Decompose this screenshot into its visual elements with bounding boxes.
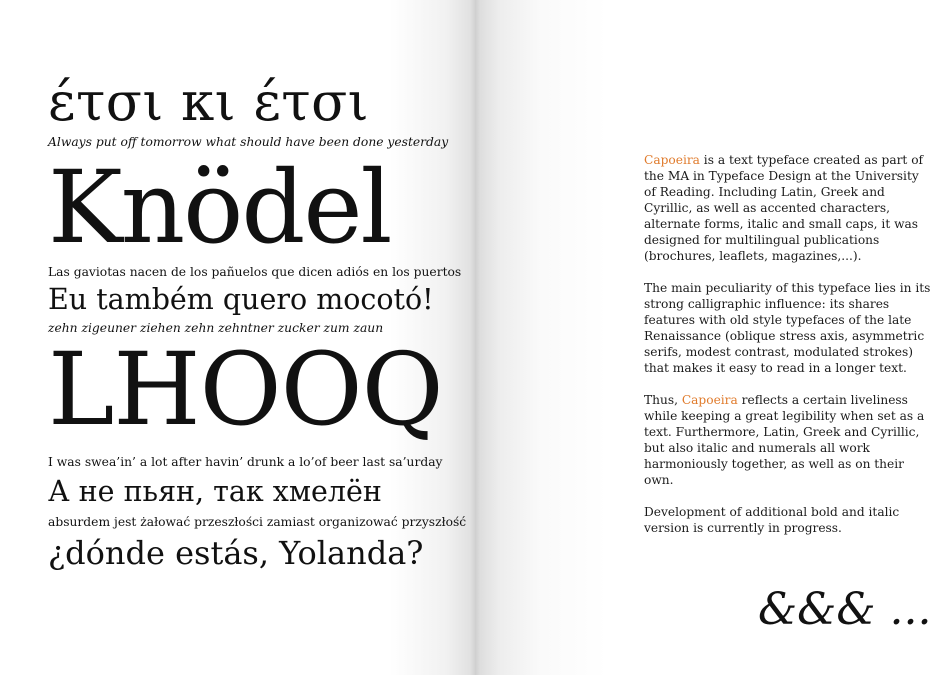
specimen-russian: А не пьян, так хмелён: [48, 475, 382, 508]
specimen-sentence-german: zehn zigeuner ziehen zehn zehntner zucker zum zaun: [48, 321, 384, 335]
specimen-lhooq: LHOOQ: [48, 331, 443, 448]
paragraph-peculiarity: The main peculiarity of this typeface lies in its strong calligraphic influence: its shares features with old style typefaces of the late Renaissance (oblique stress axis, asymmetric serifs, modest contrast, modulated strokes) that makes it easy to read in a longer text.: [644, 281, 931, 375]
specimen-spanish-question: ¿dónde estás, Yolanda?: [48, 534, 424, 572]
paragraph-intro: [644, 152, 934, 264]
specimen-knodel: Knödel: [48, 149, 391, 266]
specimen-sentence-cockney: I was swea’in’ a lot after havin’ drunk a lo’of beer last sa’urday: [48, 455, 443, 469]
paragraph-liveliness: [644, 392, 934, 488]
specimen-sentence-polish: absurdem jest żałować przeszłości zamiast organizować przyszłość: [48, 515, 467, 529]
specimen-sentence-spanish: Las gaviotas nacen de los pañuelos que dicen adiós en los puertos: [48, 265, 462, 279]
paragraph-development: Development of additional bold and italic version is currently in progress.: [644, 505, 900, 535]
description-text: [644, 152, 934, 552]
paragraph-intro-text: is a text typeface created as part of the MA in Typeface Design at the University of Reading. Including Latin, Greek and Cyrillic, as well as accented characters, alternate forms, italic and small caps, it was designed for multilingual publications (brochures, leaflets, magazines,...).: [644, 153, 924, 263]
ampersand-flourish: &&& ...: [758, 584, 932, 635]
paragraph-liveliness-prefix: Thus,: [644, 393, 682, 407]
specimen-portuguese: Eu também quero mocotó!: [48, 283, 434, 316]
paragraph-liveliness-text: reflects a certain liveliness while keeping a great legibility when set as a text. Furthermore, Latin, Greek and Cyrillic, but also italic and numerals all work harmoniously together, as well as on their own.: [644, 393, 925, 487]
book-spine: [470, 0, 480, 675]
specimen-greek: έτσι κι έτσι: [48, 72, 370, 133]
typeface-name-highlight: Capoeira: [644, 153, 700, 167]
typeface-name-highlight-2: Capoeira: [681, 393, 738, 407]
specimen-sentence-english: Always put off tomorrow what should have been done yesterday: [48, 135, 449, 149]
